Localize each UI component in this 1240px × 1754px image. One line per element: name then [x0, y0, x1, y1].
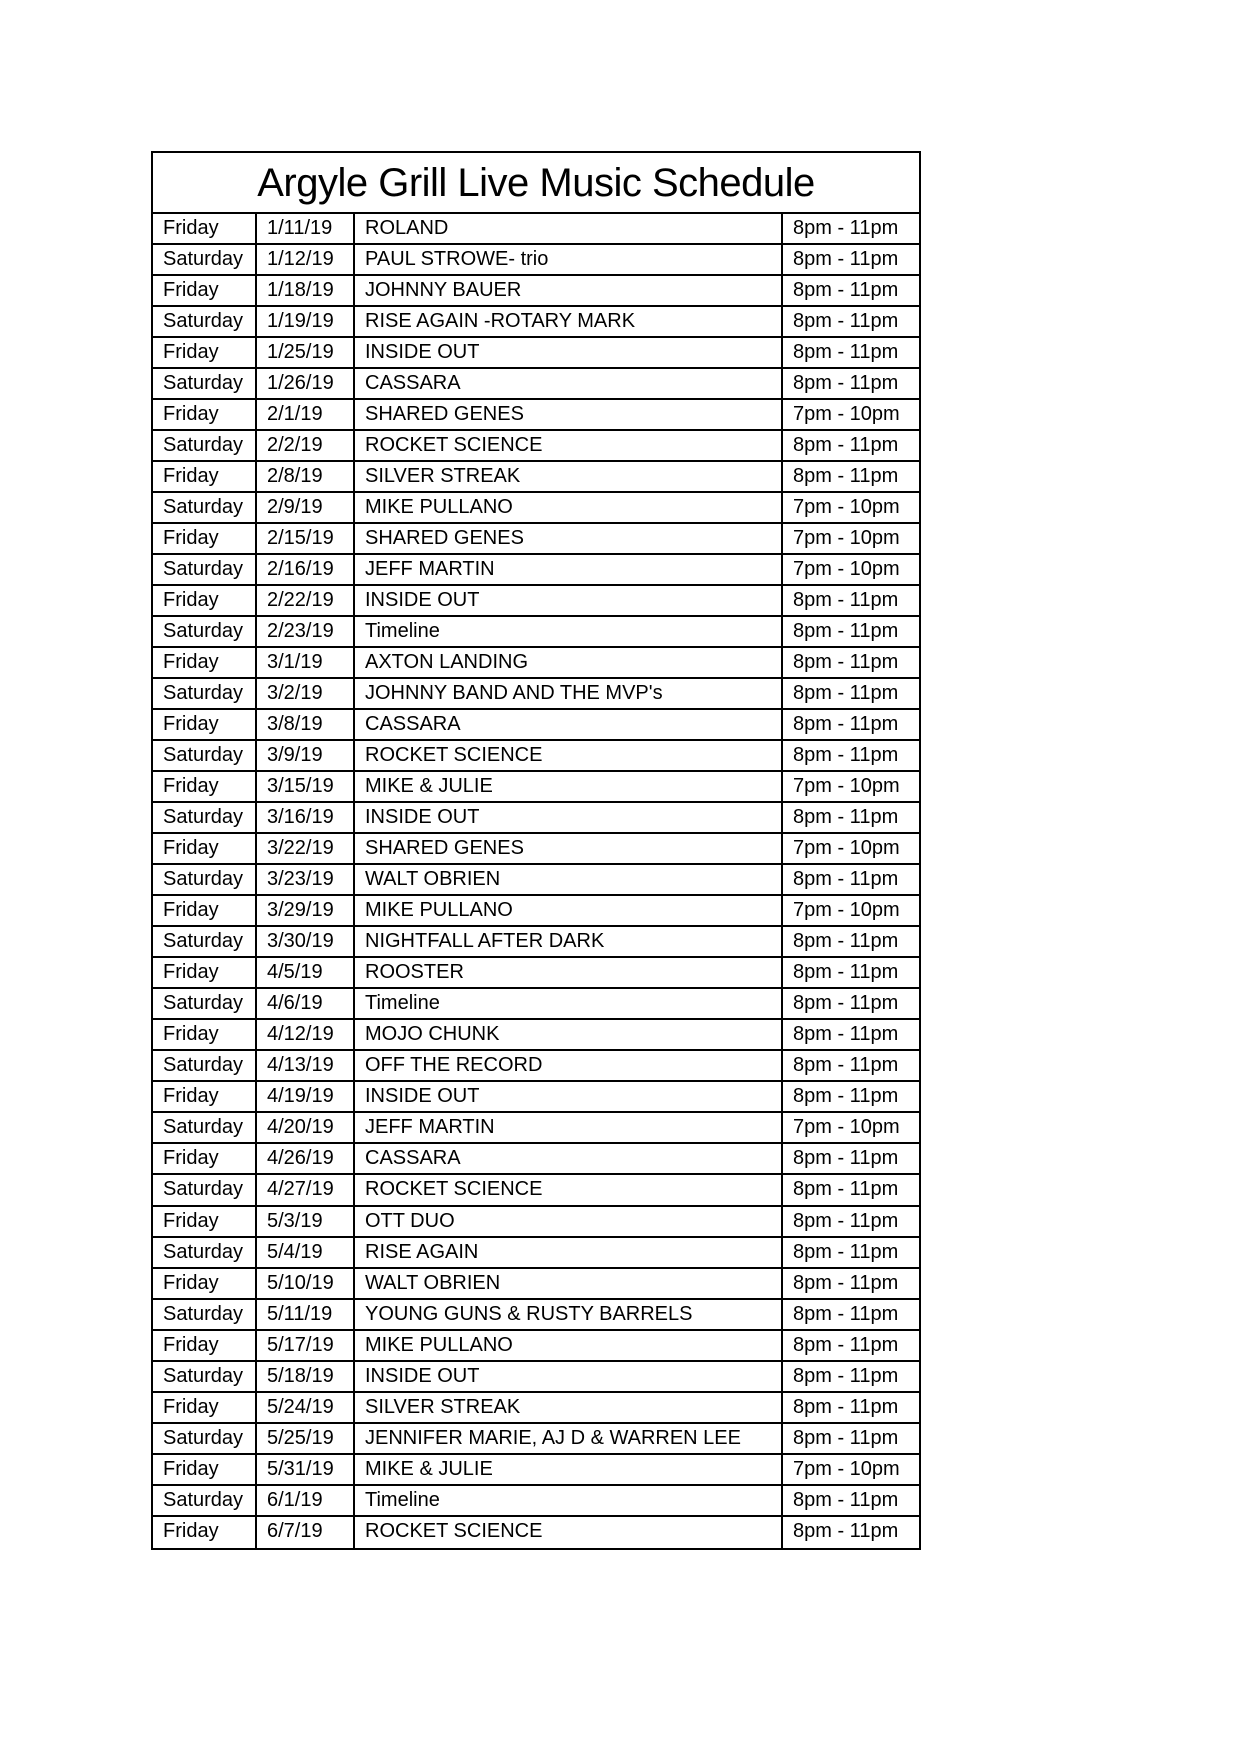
performer-cell: MIKE & JULIE [355, 772, 783, 801]
time-cell: 8pm - 11pm [793, 744, 899, 767]
table-row [153, 1144, 919, 1175]
performer-cell: WALT OBRIEN [355, 865, 783, 894]
table-row [153, 710, 919, 741]
performer-cell: ROCKET SCIENCE [355, 741, 783, 770]
date-cell: 3/16/19 [257, 803, 355, 832]
time-cell: 8pm - 11pm [793, 1178, 899, 1201]
day-cell: Friday [153, 462, 257, 491]
day-cell: Saturday [153, 1362, 257, 1391]
time-cell: 8pm - 11pm [793, 589, 899, 612]
time-cell: 7pm - 10pm [793, 775, 900, 798]
date-cell: 2/22/19 [257, 586, 355, 615]
date-cell: 3/2/19 [257, 679, 355, 708]
performer-cell: INSIDE OUT [355, 1082, 783, 1111]
time-cell: 7pm - 10pm [793, 837, 900, 860]
day-cell: Friday [153, 648, 257, 677]
date-cell: 3/15/19 [257, 772, 355, 801]
day-cell: Friday [153, 958, 257, 987]
day-cell: Friday [153, 896, 257, 925]
performer-cell: CASSARA [355, 1144, 783, 1173]
performer-cell: MIKE & JULIE [355, 1455, 783, 1484]
performer-cell: SILVER STREAK [355, 1393, 783, 1422]
table-row [153, 400, 919, 431]
date-cell: 2/15/19 [257, 524, 355, 553]
date-cell: 2/8/19 [257, 462, 355, 491]
time-cell: 8pm - 11pm [793, 992, 899, 1015]
table-row [153, 1051, 919, 1082]
performer-cell: ROLAND [355, 214, 783, 243]
day-cell: Friday [153, 1144, 257, 1173]
table-row [153, 1455, 919, 1486]
day-cell: Saturday [153, 431, 257, 460]
table-row [153, 431, 919, 462]
time-cell: 7pm - 10pm [793, 1457, 900, 1480]
table-row [153, 989, 919, 1020]
date-cell: 4/27/19 [257, 1175, 355, 1204]
date-cell: 5/10/19 [257, 1269, 355, 1298]
day-cell: Saturday [153, 307, 257, 336]
day-cell: Friday [153, 214, 257, 243]
table-row [153, 524, 919, 555]
time-cell: 7pm - 10pm [793, 496, 900, 519]
day-cell: Saturday [153, 1238, 257, 1267]
day-cell: Saturday [153, 741, 257, 770]
date-cell: 5/17/19 [257, 1331, 355, 1360]
date-cell: 4/13/19 [257, 1051, 355, 1080]
performer-cell: ROCKET SCIENCE [355, 431, 783, 460]
table-row [153, 1300, 919, 1331]
time-cell: 8pm - 11pm [793, 1085, 899, 1108]
date-cell: 2/23/19 [257, 617, 355, 646]
day-cell: Friday [153, 524, 257, 553]
table-row [153, 927, 919, 958]
table-row [153, 617, 919, 648]
day-cell: Friday [153, 772, 257, 801]
time-cell: 8pm - 11pm [793, 930, 899, 953]
date-cell: 5/24/19 [257, 1393, 355, 1422]
time-cell: 8pm - 11pm [793, 434, 899, 457]
date-cell: 4/5/19 [257, 958, 355, 987]
time-cell: 8pm - 11pm [793, 682, 899, 705]
performer-cell: MIKE PULLANO [355, 1331, 783, 1360]
performer-cell: PAUL STROWE- trio [355, 245, 783, 274]
performer-cell: SHARED GENES [355, 400, 783, 429]
day-cell: Saturday [153, 1051, 257, 1080]
performer-cell: YOUNG GUNS & RUSTY BARRELS [355, 1300, 783, 1329]
date-cell: 1/12/19 [257, 245, 355, 274]
performer-cell: JOHNNY BAND AND THE MVP's [355, 679, 783, 708]
performer-cell: JENNIFER MARIE, AJ D & WARREN LEE [355, 1424, 783, 1453]
time-cell: 8pm - 11pm [793, 465, 899, 488]
time-cell: 7pm - 10pm [793, 1116, 900, 1139]
time-cell: 7pm - 10pm [793, 403, 900, 426]
day-cell: Friday [153, 1020, 257, 1049]
table-row [153, 1238, 919, 1269]
date-cell: 4/26/19 [257, 1144, 355, 1173]
performer-cell: INSIDE OUT [355, 586, 783, 615]
table-row [153, 1207, 919, 1238]
date-cell: 1/26/19 [257, 369, 355, 398]
date-cell: 5/11/19 [257, 1300, 355, 1329]
day-cell: Saturday [153, 1113, 257, 1142]
performer-cell: AXTON LANDING [355, 648, 783, 677]
day-cell: Saturday [153, 927, 257, 956]
schedule-table [151, 151, 921, 1550]
time-cell: 8pm - 11pm [793, 279, 899, 302]
table-row [153, 741, 919, 772]
time-cell: 8pm - 11pm [793, 651, 899, 674]
performer-cell: ROCKET SCIENCE [355, 1517, 783, 1548]
time-cell: 8pm - 11pm [793, 620, 899, 643]
day-cell: Friday [153, 834, 257, 863]
performer-cell: OTT DUO [355, 1207, 783, 1236]
day-cell: Saturday [153, 245, 257, 274]
day-cell: Saturday [153, 369, 257, 398]
table-row [153, 1331, 919, 1362]
table-row [153, 586, 919, 617]
day-cell: Saturday [153, 865, 257, 894]
date-cell: 3/9/19 [257, 741, 355, 770]
time-cell: 7pm - 10pm [793, 899, 900, 922]
date-cell: 1/18/19 [257, 276, 355, 305]
performer-cell: CASSARA [355, 710, 783, 739]
table-row [153, 958, 919, 989]
day-cell: Friday [153, 1082, 257, 1111]
performer-cell: ROCKET SCIENCE [355, 1175, 783, 1204]
performer-cell: JEFF MARTIN [355, 1113, 783, 1142]
table-row [153, 1082, 919, 1113]
performer-cell: INSIDE OUT [355, 338, 783, 367]
day-cell: Saturday [153, 1175, 257, 1204]
time-cell: 8pm - 11pm [793, 341, 899, 364]
performer-cell: MIKE PULLANO [355, 493, 783, 522]
performer-cell: OFF THE RECORD [355, 1051, 783, 1080]
day-cell: Friday [153, 1393, 257, 1422]
date-cell: 3/22/19 [257, 834, 355, 863]
table-row [153, 865, 919, 896]
table-row [153, 307, 919, 338]
date-cell: 5/31/19 [257, 1455, 355, 1484]
date-cell: 3/23/19 [257, 865, 355, 894]
day-cell: Friday [153, 276, 257, 305]
performer-cell: JEFF MARTIN [355, 555, 783, 584]
schedule-title: Argyle Grill Live Music Schedule [153, 153, 919, 214]
table-row [153, 214, 919, 245]
date-cell: 5/18/19 [257, 1362, 355, 1391]
table-row [153, 462, 919, 493]
day-cell: Saturday [153, 1424, 257, 1453]
date-cell: 4/6/19 [257, 989, 355, 1018]
performer-cell: Timeline [355, 1486, 783, 1515]
day-cell: Friday [153, 710, 257, 739]
date-cell: 2/16/19 [257, 555, 355, 584]
date-cell: 2/9/19 [257, 493, 355, 522]
table-row [153, 555, 919, 586]
performer-cell: MIKE PULLANO [355, 896, 783, 925]
table-row [153, 1020, 919, 1051]
time-cell: 8pm - 11pm [793, 1395, 899, 1418]
date-cell: 3/1/19 [257, 648, 355, 677]
table-row [153, 834, 919, 865]
day-cell: Saturday [153, 617, 257, 646]
time-cell: 8pm - 11pm [793, 310, 899, 333]
performer-cell: ROOSTER [355, 958, 783, 987]
time-cell: 8pm - 11pm [793, 217, 899, 239]
date-cell: 6/7/19 [257, 1517, 355, 1548]
performer-cell: MOJO CHUNK [355, 1020, 783, 1049]
date-cell: 5/3/19 [257, 1207, 355, 1236]
time-cell: 8pm - 11pm [793, 1023, 899, 1046]
time-cell: 8pm - 11pm [793, 1147, 899, 1170]
day-cell: Saturday [153, 679, 257, 708]
table-row [153, 1113, 919, 1144]
table-row [153, 679, 919, 710]
day-cell: Saturday [153, 555, 257, 584]
time-cell: 8pm - 11pm [793, 1488, 899, 1511]
date-cell: 6/1/19 [257, 1486, 355, 1515]
day-cell: Saturday [153, 1486, 257, 1515]
table-row [153, 1362, 919, 1393]
day-cell: Friday [153, 1331, 257, 1360]
table-row [153, 648, 919, 679]
schedule-rows [153, 214, 919, 1548]
time-cell: 8pm - 11pm [793, 1426, 899, 1449]
day-cell: Friday [153, 1207, 257, 1236]
performer-cell: SILVER STREAK [355, 462, 783, 491]
time-cell: 8pm - 11pm [793, 713, 899, 736]
date-cell: 5/4/19 [257, 1238, 355, 1267]
performer-cell: CASSARA [355, 369, 783, 398]
table-row [153, 1175, 919, 1206]
date-cell: 1/11/19 [257, 214, 355, 243]
time-cell: 8pm - 11pm [793, 1054, 899, 1077]
table-row [153, 1424, 919, 1455]
performer-cell: INSIDE OUT [355, 1362, 783, 1391]
day-cell: Friday [153, 586, 257, 615]
table-row [153, 1517, 919, 1548]
time-cell: 8pm - 11pm [793, 1364, 899, 1387]
performer-cell: INSIDE OUT [355, 803, 783, 832]
time-cell: 8pm - 11pm [793, 248, 899, 271]
time-cell: 8pm - 11pm [793, 868, 899, 891]
table-row [153, 369, 919, 400]
table-row [153, 772, 919, 803]
time-cell: 8pm - 11pm [793, 1302, 899, 1325]
performer-cell: WALT OBRIEN [355, 1269, 783, 1298]
performer-cell: SHARED GENES [355, 834, 783, 863]
date-cell: 3/29/19 [257, 896, 355, 925]
day-cell: Friday [153, 1517, 257, 1548]
performer-cell: RISE AGAIN [355, 1238, 783, 1267]
time-cell: 8pm - 11pm [793, 1519, 899, 1542]
table-row [153, 338, 919, 369]
date-cell: 4/12/19 [257, 1020, 355, 1049]
performer-cell: Timeline [355, 617, 783, 646]
time-cell: 8pm - 11pm [793, 961, 899, 984]
day-cell: Friday [153, 1455, 257, 1484]
table-row [153, 803, 919, 834]
day-cell: Saturday [153, 493, 257, 522]
time-cell: 8pm - 11pm [793, 806, 899, 829]
date-cell: 3/30/19 [257, 927, 355, 956]
time-cell: 7pm - 10pm [793, 527, 900, 550]
table-row [153, 245, 919, 276]
date-cell: 4/20/19 [257, 1113, 355, 1142]
performer-cell: Timeline [355, 989, 783, 1018]
performer-cell: JOHNNY BAUER [355, 276, 783, 305]
performer-cell: RISE AGAIN -ROTARY MARK [355, 307, 783, 336]
date-cell: 1/19/19 [257, 307, 355, 336]
table-row [153, 1269, 919, 1300]
day-cell: Friday [153, 400, 257, 429]
date-cell: 5/25/19 [257, 1424, 355, 1453]
day-cell: Saturday [153, 1300, 257, 1329]
day-cell: Friday [153, 338, 257, 367]
date-cell: 3/8/19 [257, 710, 355, 739]
time-cell: 8pm - 11pm [793, 1271, 899, 1294]
date-cell: 1/25/19 [257, 338, 355, 367]
table-row [153, 1486, 919, 1517]
table-row [153, 896, 919, 927]
time-cell: 8pm - 11pm [793, 372, 899, 395]
time-cell: 8pm - 11pm [793, 1333, 899, 1356]
date-cell: 2/1/19 [257, 400, 355, 429]
table-row [153, 1393, 919, 1424]
time-cell: 8pm - 11pm [793, 1240, 899, 1263]
table-row [153, 276, 919, 307]
date-cell: 4/19/19 [257, 1082, 355, 1111]
table-row [153, 493, 919, 524]
time-cell: 8pm - 11pm [793, 1209, 899, 1232]
performer-cell: SHARED GENES [355, 524, 783, 553]
time-cell: 7pm - 10pm [793, 558, 900, 581]
day-cell: Saturday [153, 803, 257, 832]
day-cell: Saturday [153, 989, 257, 1018]
date-cell: 2/2/19 [257, 431, 355, 460]
day-cell: Friday [153, 1269, 257, 1298]
performer-cell: NIGHTFALL AFTER DARK [355, 927, 783, 956]
